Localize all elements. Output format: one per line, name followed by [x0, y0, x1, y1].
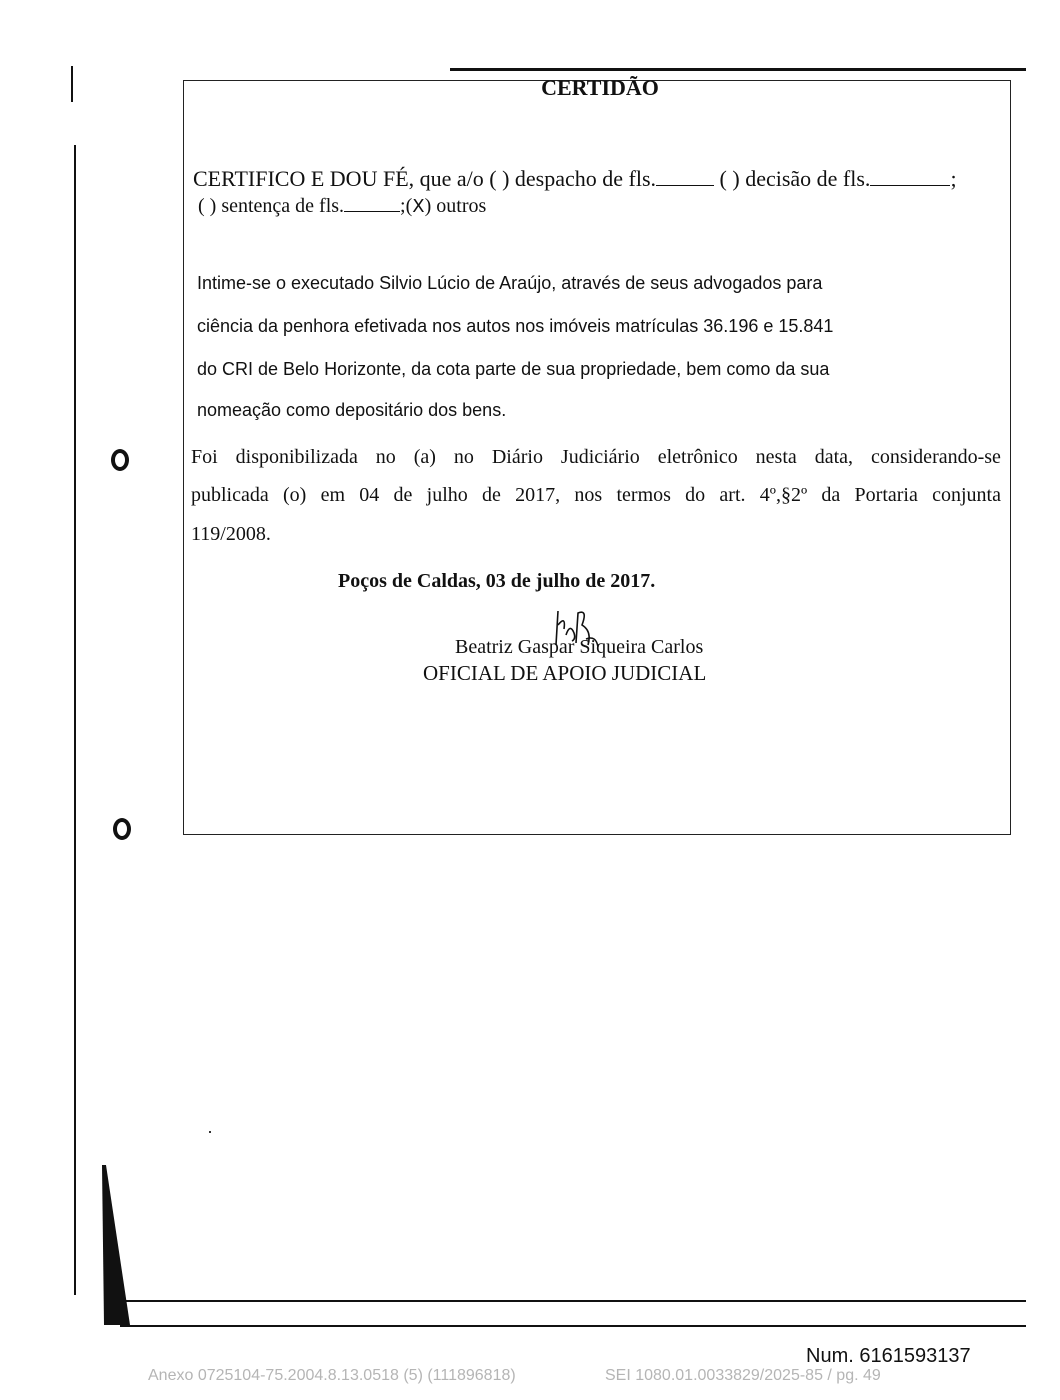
certify-text-f: ) outros	[424, 195, 487, 217]
publication-word: publicada	[191, 484, 269, 506]
publication-word: Judiciário	[560, 446, 640, 468]
publication-line-1	[191, 446, 1001, 469]
publication-word: da	[821, 484, 841, 506]
document-number: Num. 6161593137	[806, 1345, 971, 1367]
publication-word: de	[482, 484, 501, 506]
body-line: do CRI de Belo Horizonte, da cota parte de sua propriedade, bem como da sua	[197, 359, 830, 379]
publication-word: de	[393, 484, 413, 506]
publication-word: Diário	[491, 446, 543, 468]
publication-word: nesta	[755, 446, 797, 468]
scan-edge-wedge	[100, 1165, 140, 1330]
signer-role: OFICIAL DE APOIO JUDICIAL	[423, 661, 707, 685]
publication-word: data,	[814, 446, 854, 468]
publication-word: julho	[426, 484, 468, 506]
publication-word: em	[320, 484, 346, 506]
checked-mark: X	[412, 196, 425, 217]
publication-word: conjunta	[932, 484, 1001, 506]
certify-text-e: ;(	[400, 195, 413, 217]
blank-line	[344, 197, 400, 212]
annex-watermark: Anexo 0725104-75.2004.8.13.0518 (5) (111896818)	[148, 1367, 516, 1384]
publication-line-3: 119/2008.	[191, 523, 271, 545]
publication-word: considerando-se	[870, 446, 1001, 468]
publication-word: 04	[359, 484, 380, 506]
publication-word: Portaria	[854, 484, 918, 506]
certify-text-d: ( ) sentença de fls.	[198, 195, 345, 217]
publication-word: termos	[616, 484, 671, 506]
publication-word: (a)	[413, 446, 436, 468]
place-date: Poços de Caldas, 03 de julho de 2017.	[338, 570, 656, 592]
publication-word: no	[375, 446, 396, 468]
body-line: Intime-se o executado Silvio Lúcio de Araújo, através de seus advogados para	[197, 273, 823, 293]
publication-word: nos	[574, 484, 603, 506]
publication-word: disponibilizada	[235, 446, 358, 468]
punch-hole-icon	[111, 449, 129, 471]
stray-dot	[209, 1131, 211, 1133]
body-line: nomeação como depositário dos bens.	[197, 400, 507, 420]
certify-line-2	[198, 195, 486, 218]
punch-hole-icon	[113, 818, 131, 840]
publication-word: do	[685, 484, 706, 506]
certify-text-a: CERTIFICO E DOU FÉ, que a/o ( ) despacho de fls.	[193, 166, 657, 191]
document-title: CERTIDÃO	[541, 75, 659, 100]
publication-word: 2017,	[515, 484, 561, 506]
publication-word: eletrônico	[657, 446, 738, 468]
certify-line-1	[193, 166, 957, 192]
publication-word: 4º,§2º	[759, 484, 808, 506]
blank-line	[870, 171, 950, 186]
publication-word: Foi	[191, 446, 218, 468]
publication-word: (o)	[283, 484, 307, 506]
publication-word: art.	[719, 484, 746, 506]
frame-top-border	[450, 68, 1026, 71]
bottom-border	[120, 1300, 1026, 1302]
scan-edge-mark-left	[74, 145, 76, 1295]
publication-line-2	[191, 484, 1001, 507]
bottom-border	[120, 1325, 1026, 1327]
certify-text-b: ( ) decisão de fls.	[714, 166, 871, 191]
sei-watermark: SEI 1080.01.0033829/2025-85 / pg. 49	[605, 1367, 881, 1384]
signer-name: Beatriz Gaspar Siqueira Carlos	[455, 636, 704, 658]
body-line: ciência da penhora efetivada nos autos nos imóveis matrículas 36.196 e 15.841	[197, 316, 834, 336]
publication-word: no	[453, 446, 474, 468]
blank-line	[656, 171, 714, 186]
certify-text-c: ;	[950, 166, 957, 191]
